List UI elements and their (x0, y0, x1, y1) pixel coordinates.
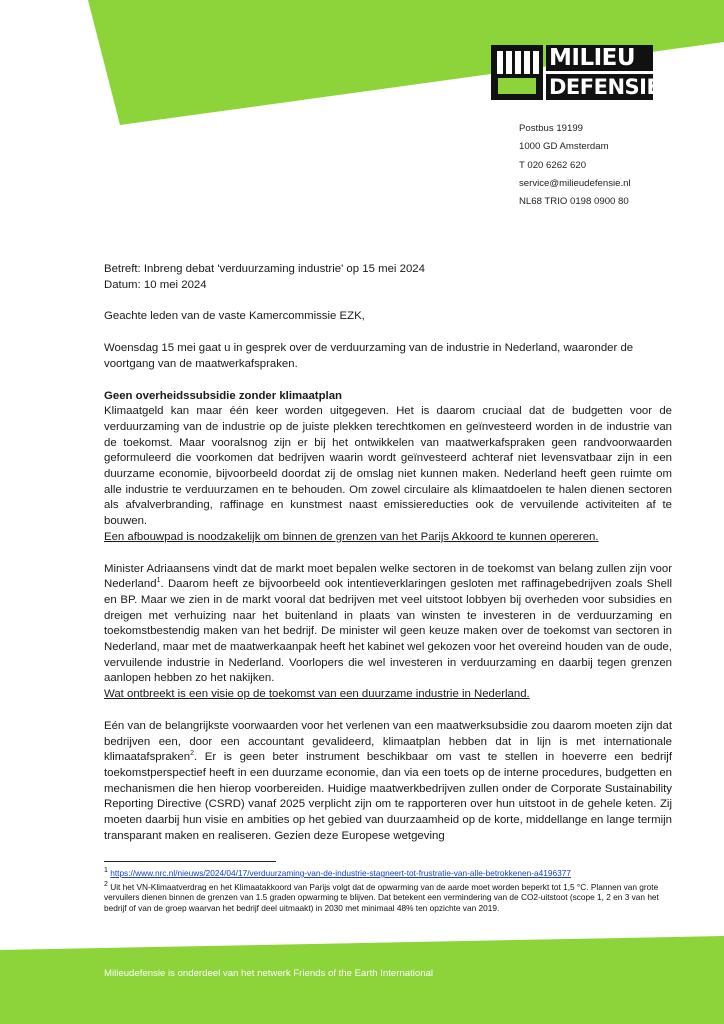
letter-salutation: Geachte leden van de vaste Kamercommissie EZK, (104, 310, 365, 323)
paragraph-1-text: Klimaatgeld kan maar één keer worden uitgegeven. Het is daarom cruciaal dat de budgetten voor de verduurzaming van de industrie op de juiste plekken terechtkomen en geïnvesteerd worden in de industrie van de toekomst. Maar vooralsnog zijn er bij het ontwikkelen van maatwerkafspraken geen randvoorwaarden geformuleerd die voorkomen dat bedrijven waarin wordt geïnvesteerd achteraf niet levensvatbaar zijn in een duurzame economie, bijvoorbeeld doordat zij de omslag niet kunnen maken. Nederland heeft geen ruimte om alle industrie te verduurzamen en te behouden. Om zowel circulaire als klimaatdoelen te halen dienen sectoren als afvalverbranding, raffinage en kunstmest naast emissiereducties ook de vervuilende activiteiten af te bouwen. (104, 405, 672, 528)
letter-body (104, 262, 672, 845)
paragraph-3 (104, 719, 672, 845)
logo-mark-icon (491, 45, 543, 100)
footnote-2-number: 2 (104, 880, 108, 888)
footnote-divider (104, 861, 276, 862)
footnote-1-number: 1 (104, 867, 108, 875)
sender-address (519, 120, 631, 211)
letter-subject: Betreft: Inbreng debat 'verduurzaming industrie' op 15 mei 2024 (104, 263, 425, 275)
paragraph-2-text-a: Minister Adriaansens vindt dat de markt moet bepalen welke sectoren in de toekomst van belang zullen zijn voor Nederland (104, 562, 672, 591)
paragraph-1 (104, 404, 672, 545)
footnote-2-text: Uit het VN-Klimaatverdrag en het Klimaatakkoord van Parijs volgt dat de opwarming van de aarde moet worden beperkt tot 1,5 °C. Plannen van grote vervuilers dienen binnen de grenzen van 1.5 graden opwarming te blijven. Dat betekent een vermindering van de CO2-uitstoot (scope 1, 2 en 3 van het bedrijf of van de groep waarvan het bedrijf deel uitmaakt) in 2030 met minimaal 48% ten opzichte van 2019. (104, 881, 659, 913)
address-email: service@milieudefensie.nl (519, 177, 631, 189)
letter-date: Datum: 10 mei 2024 (104, 278, 207, 291)
paragraph-3-text-a: Eén van de belangrijkste voorwaarden voor het verlenen van een maatwerksubsidie zou daarom moeten zijn dat bedrijven een, door een accountant gevalideerd, klimaatplan hebben dat in lijn is met internationale klimaatafspraken (104, 719, 672, 764)
footnote-ref-1[interactable]: 1 (156, 577, 161, 585)
logo-line-defensie: DEFENSIE (546, 74, 653, 100)
paragraph-3-text-b: . Er is geen beter instrument beschikbaar om vast te stellen in hoeverre een bedrijf toekomstperspectief heeft in een duurzame economie, dan via een toets op de interne procedures, budgetten en mechanismen die hen hierop voorbereiden. Huidige maatwerkbedrijven zullen onder de Corporate Sustainability Reporting Directive (CSRD) vanaf 2025 verplicht zijn om te rapporteren over hun uitstoot in de gehele keten. Zij moeten daarbij hun visie en ambities op het gebied van duurzaamheid op de korte, middellange en lange termijn transparant maken en realiseren. Gezien deze Europese wetgeving (104, 751, 672, 842)
section-heading: Geen overheidssubsidie zonder klimaatplan (104, 389, 343, 402)
address-city: 1000 GD Amsterdam (519, 141, 609, 153)
address-postbus: Postbus 19199 (519, 123, 584, 134)
footnote-1-link[interactable]: https://www.nrc.nl/nieuws/2024/04/17/verduurzaming-van-de-industrie-stagneert-tot-frustratie-van-alle-betrokkenen-a4196377 (110, 868, 571, 878)
footnote-1 (104, 868, 676, 879)
logo-wordmark (546, 45, 661, 100)
paragraph-2 (104, 562, 672, 703)
letter-intro: Woensdag 15 mei gaat u in gesprek over de verduurzaming van de industrie in Nederland, waaronder de voortgang van de maatwerkafspraken. (104, 342, 634, 370)
address-iban: NL68 TRIO 0198 0900 80 (519, 196, 629, 208)
address-phone: T 020 6262 620 (519, 159, 587, 171)
logo-line-milieu: MILIEU (546, 45, 653, 71)
paragraph-2-emphasis: Wat ontbreekt is een visie op de toekomst van een duurzame industrie in Nederland. (104, 688, 530, 701)
paragraph-2-text-b: . Daarom heeft ze bijvoorbeeld ook intentieverklaringen gesloten met raffinagebedrijven zoals Shell en BP. Maar we zien in de markt vooral dat bedrijven met veel uitstoot lobbyen bij overheden voor subsidies en dreigen met verhuizing naar het buitenland in plaats van winsten te investeren in de verduurzaming en toekomstbestendig maken van het bedrijf. De minister wil geen keuze maken over de toekomst van sectoren in Nederland, maar met de maatwerkaanpak heeft het kabinet wel gekozen voor het overeind houden van de oude, vervuilende industrie in Nederland. Voorlopers die wel investeren in verduurzaming en daarbij tegen grenzen aanlopen hebben zo het nakijken. (104, 578, 673, 685)
footer-network-text: Milieudefensie is onderdeel van het netwerk Friends of the Earth International (104, 968, 434, 979)
footnote-2 (104, 882, 676, 914)
paragraph-1-emphasis: Een afbouwpad is noodzakelijk om binnen de grenzen van het Parijs Akkoord te kunnen opereren. (104, 530, 599, 543)
milieudefensie-logo (491, 45, 661, 100)
footnotes (104, 868, 676, 916)
footnote-ref-2[interactable]: 2 (190, 750, 195, 758)
